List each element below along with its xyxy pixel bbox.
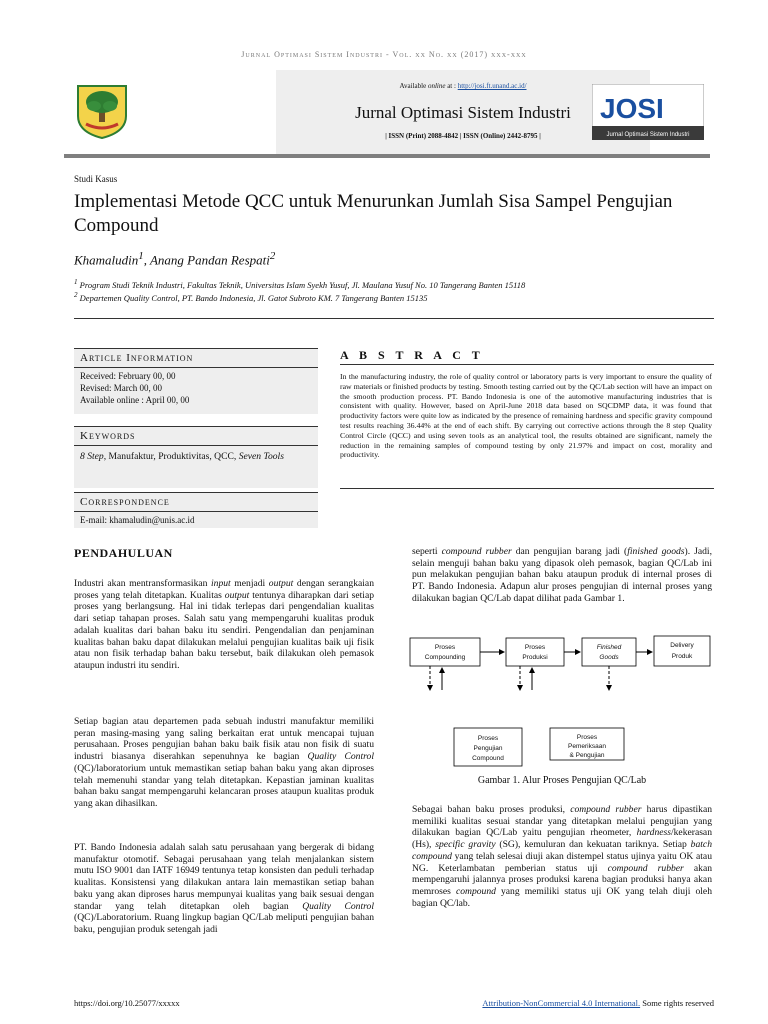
lp1-g: tentunya diharapkan dari setiap proses yang berlangsung. Hal ini tidak terlepas dari pengendalian kualitas dari setiap tahapan proses. Salah satu yang mempengaruhi kualitas produk adalah kualitas dari bahan baku itu sendiri. Pengendalian dan penjaminan kualitas bahan baku dapat dilakukan melalui pengujian kualitas baik uji fisik atau non fisik terhadap bahan baku tersebut, baik dilakukan oleh pemasok ataupun industri itu sendiri. bbox=[74, 589, 374, 671]
author-2: Anang Pandan Respati bbox=[149, 252, 270, 268]
box-produksi-l1: Proses bbox=[524, 644, 546, 651]
affiliation-1-sup: 1 bbox=[74, 278, 78, 286]
lp3-a: PT. Bando Indonesia adalah salah satu perusahaan yang bergerak di bidang manufaktur otomotif. Sebagai perusahaan yang telah menjalankan sistem mutu ISO 9001 dan IATF 16949 tentunya tetap konsisten dan peduli terhadap kualitas. Konsistensi yang dilakukan antara lain memastikan setiap bahan baku yang akan diproses harus mempunyai kualitas yang baik sesuai dengan standar yang telah ditetapkan oleh bagian bbox=[74, 842, 374, 912]
journal-masthead bbox=[64, 70, 710, 158]
affiliation-2 bbox=[74, 291, 714, 303]
box-compounding-l2: Compounding bbox=[424, 654, 466, 661]
box-produksi-l2: Produksi bbox=[522, 654, 548, 661]
abstract-text: In the manufacturing industry, the role of quality control or laboratory parts is very important to ensure the quality of raw materials or finished products by testing. Smooth testing carried out by the QC/Lab section will have an impact on the smooth production process. PT. Bando Indonesia is one of the automotive manufacturing industries that is consistent with quality. However, based on April-June 2018 data based on SQCDMP data, it was found that productivity factors were quite low as indicated by the presence of remaining hardness and specific gravity compound test results reaching 36.44% at the end of each shift. By carrying out corrective actions through the 8 step Quality Control Circle (QCC) and using seven tools as an analytical tool, the results obtained are significant, namely the reduction in the remaining samples of compound testing by only 21.97% and impact on cost, morality and productivity. bbox=[340, 372, 712, 460]
article-info-head: Article Information bbox=[74, 348, 318, 368]
abstract-rule bbox=[340, 364, 714, 365]
header-divider bbox=[74, 318, 714, 319]
box-finished-l1: Finished bbox=[596, 644, 622, 651]
affiliation-1-text: Program Studi Teknik Industri, Fakultas Teknik, Universitas Islam Syekh Yusuf, Jl. Maulana Yusuf No. 10 Tangerang Banten 15118 bbox=[79, 279, 526, 290]
running-head: Jurnal Optimasi Sistem Industri - Vol. xx No. xx (2017) xxx-xxx bbox=[241, 50, 527, 59]
article-title: Implementasi Metode QCC untuk Menurunkan Jumlah Sisa Sampel Pengujian Compound bbox=[74, 191, 673, 236]
process-flow-diagram bbox=[408, 630, 714, 770]
author-1-sup: 1 bbox=[138, 250, 144, 262]
available-at-label: at : bbox=[445, 82, 458, 90]
lp1-f: output bbox=[224, 589, 250, 601]
lp3-c: (QC)/Laboratorium. Ruang lingkup bagian QC/Lab meliputi pengujian bahan baku, pengujian produk setengah jadi bbox=[74, 912, 374, 935]
rp1-d: finished goods bbox=[627, 546, 685, 557]
author-list bbox=[74, 250, 275, 268]
box-pengujian-l2: Pengujian bbox=[473, 745, 503, 752]
box-finished-goods bbox=[582, 638, 636, 666]
rp1-e: ). Jadi, selain menguji bahan baku yang dipasok oleh pemasok, bagian QC/Lab ini pun melakukan pengujian bahan baku ataupun produk di internal proses di PT. Bando Indonesia. Adapun alur proses pengujian di internal proses yang dilakukan bagian QC/Lab dapat dilihat pada Gambar 1. bbox=[412, 546, 712, 604]
rp2-h: batch compound bbox=[412, 839, 712, 862]
box-produksi bbox=[506, 638, 564, 666]
affiliation-2-sup: 2 bbox=[74, 291, 78, 299]
lp1-a: Industri akan mentransformasikan bbox=[74, 578, 211, 589]
abstract-bottom-rule bbox=[340, 488, 714, 489]
box-pemeriksaan-l3: & Pengujian bbox=[569, 752, 605, 759]
available-online-label: online bbox=[427, 82, 446, 90]
box-pengujian-l3: Compound bbox=[472, 755, 504, 762]
revised-date: Revised: March 00, 00 bbox=[80, 383, 162, 393]
correspondence-head: Correspondence bbox=[74, 492, 318, 512]
rp1-a: seperti bbox=[412, 546, 442, 557]
author-1: Khamaludin bbox=[74, 252, 139, 268]
article-info-box bbox=[74, 348, 318, 414]
rights-text: Some rights reserved bbox=[640, 998, 714, 1008]
affiliation-2-text: Departemen Quality Control, PT. Bando Indonesia, Jl. Gatot Subroto KM. 7 Tangerang Banten 15135 bbox=[79, 292, 428, 303]
box-pemeriksaan-l2: Pemeriksaan bbox=[568, 743, 606, 750]
rp2-k: akan mempengaruhi jalannya proses produksi karena bagian produksi hanya akan memroses bbox=[412, 862, 712, 897]
rp2-j: compound rubber bbox=[607, 862, 684, 874]
lp1-b: input bbox=[211, 578, 231, 589]
josi-logo-subtext: Jurnal Optimasi Sistem Industri bbox=[606, 132, 690, 138]
rp2-g: (SG), kemuluran dan kekuatan tariknya. Setiap bbox=[495, 839, 691, 851]
lp1-c: menjadi bbox=[230, 578, 269, 589]
section-heading: PENDAHULUAN bbox=[74, 546, 173, 560]
left-paragraph-1 bbox=[74, 578, 374, 672]
article-type: Studi Kasus bbox=[74, 174, 118, 184]
lp2-b: Quality Control bbox=[307, 751, 374, 763]
box-delivery-l2: Produk bbox=[671, 653, 693, 660]
rp1-c: dan pengujian barang jadi ( bbox=[511, 546, 628, 557]
rp1-b: compound rubber bbox=[441, 546, 512, 557]
license-link[interactable]: Attribution-NonCommercial 4.0 International. bbox=[482, 998, 641, 1008]
rp2-d: hardness bbox=[636, 827, 671, 839]
rp2-e: /kekerasan (Hs), bbox=[412, 827, 712, 851]
lp2-a: Setiap bagian atau departemen pada sebuah industri manufaktur memiliki peran masing-masing yang saling berkaitan erat untuk mencapai tujuan perusahaan. Proses pengujian bahan baku baik fisik atau non fisik di suatu industri biasanya diserahkan sepenuhnya ke bagian bbox=[74, 716, 374, 763]
lp3-b: Quality Control bbox=[302, 900, 374, 912]
journal-title: Jurnal Optimasi Sistem Industri bbox=[355, 103, 571, 122]
box-finished-l2: Goods bbox=[599, 654, 619, 661]
correspondence-box bbox=[74, 492, 318, 528]
abstract-heading: A B S T R A C T bbox=[340, 348, 484, 362]
box-delivery-l1: Delivery bbox=[670, 642, 694, 649]
box-pemeriksaan-l1: Proses bbox=[576, 734, 598, 741]
box-compounding bbox=[410, 638, 480, 666]
figure-caption: Gambar 1. Alur Proses Pengujian QC/Lab bbox=[477, 775, 647, 786]
josi-logo-text: JOSI bbox=[600, 93, 664, 124]
keywords-middle: , Manufaktur, Produktivitas, QCC, bbox=[103, 451, 239, 462]
right-paragraph-1 bbox=[412, 546, 712, 605]
keyword-seven-tools: Seven Tools bbox=[238, 451, 284, 462]
left-paragraph-3 bbox=[74, 842, 374, 936]
box-compounding-l1: Proses bbox=[434, 644, 456, 651]
rp2-i: yang telah selesai diuji akan distempel status ujinya yaitu OK atau NG. Keterlambatan pemberian status uji bbox=[412, 850, 712, 874]
keyword-8step: 8 Step bbox=[80, 451, 104, 462]
lp2-c: (QC)/laboratorium untuk memastikan setiap bahan baku yang akan diproses telah memenuhi standar yang telah ditetapkan. Kepastian jaminan kualitas bahan baku sangat mempengaruhi kelancaran proses ataupun kualitas produk yang akan dihasilkan. bbox=[74, 762, 374, 809]
received-date: Received: February 00, 00 bbox=[80, 371, 176, 381]
lp1-e: dengan serangkaian proses yang telah ditetapkan. Kualitas bbox=[74, 578, 374, 601]
available-label: Available bbox=[399, 82, 428, 90]
box-pengujian-l1: Proses bbox=[477, 735, 499, 742]
rp2-c: harus dipastikan memiliki kualitas sesuai standar yang ditetapkan melalui pengujian yang dilakukan bagian QC/Lab yaitu pengujian rheometer, bbox=[412, 804, 712, 839]
author-separator: , bbox=[143, 252, 150, 268]
author-2-sup: 2 bbox=[269, 250, 276, 262]
josi-logo-icon bbox=[592, 84, 704, 140]
keywords-box bbox=[74, 426, 318, 488]
right-paragraph-2 bbox=[412, 804, 712, 909]
issn-line: | ISSN (Print) 2088-4842 | ISSN (Online) 2442-8795 | bbox=[385, 132, 541, 140]
rp2-b: compound rubber bbox=[570, 804, 642, 815]
doi-footer: https://doi.org/10.25077/xxxxx bbox=[74, 998, 180, 1008]
lp1-d: output bbox=[268, 578, 294, 589]
journal-url-link[interactable]: http://josi.ft.unand.ac.id/ bbox=[457, 82, 527, 90]
left-paragraph-2 bbox=[74, 716, 374, 810]
online-date: Available online : April 00, 00 bbox=[80, 395, 190, 405]
correspondence-email: E-mail: khamaludin@unis.ac.id bbox=[80, 515, 195, 525]
affiliation-1 bbox=[74, 278, 714, 290]
box-delivery bbox=[654, 636, 710, 666]
license-footer bbox=[430, 998, 714, 1008]
keywords-list bbox=[74, 446, 318, 467]
university-logo-icon bbox=[72, 80, 132, 140]
rp2-a: Sebagai bahan baku proses produksi, bbox=[412, 804, 571, 815]
rp2-l: compound bbox=[455, 885, 496, 897]
rp2-m: yang memiliki status uji OK yang telah diuji oleh bagian QC/lab. bbox=[412, 885, 712, 909]
keywords-head: Keywords bbox=[74, 426, 318, 446]
rp2-f: specific gravity bbox=[435, 839, 496, 851]
